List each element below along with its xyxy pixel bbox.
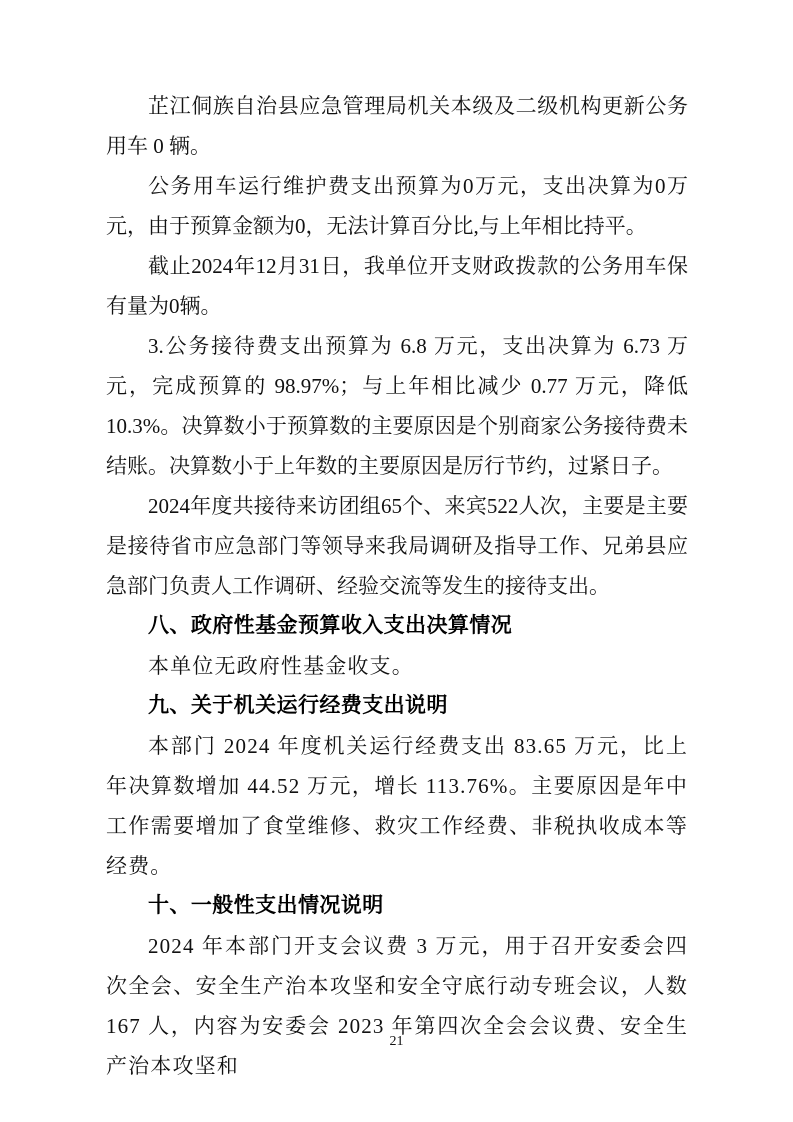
paragraph: 截止2024年12月31日，我单位开支财政拨款的公务用车保有量为0辆。	[106, 254, 688, 318]
document-body	[106, 86, 688, 1086]
paragraph: 本单位无政府性基金收支。	[148, 654, 414, 678]
section-heading: 十、一般性支出情况说明	[148, 894, 384, 917]
paragraph: 本部门 2024 年度机关运行经费支出 83.65 万元，比上年决算数增加 44.52 万元，增长 113.76%。主要原因是年中工作需要增加了食堂维修、救灾工作经费、非税执收成本等经费。	[106, 734, 688, 878]
paragraph: 公务用车运行维护费支出预算为0万元，支出决算为0万元，由于预算金额为0，无法计算百分比,与上年相比持平。	[106, 174, 688, 238]
section-heading: 九、关于机关运行经费支出说明	[148, 694, 448, 717]
page-footer	[0, 1032, 793, 1050]
paragraph: 2024年度共接待来访团组65个、来宾522人次，主要是主要是接待省市应急部门等领导来我局调研及指导工作、兄弟县应急部门负责人工作调研、经验交流等发生的接待支出。	[106, 494, 688, 598]
paragraph: 芷江侗族自治县应急管理局机关本级及二级机构更新公务用车 0 辆。	[106, 94, 688, 158]
page-number: 21	[389, 1034, 404, 1049]
paragraph: 3.公务接待费支出预算为 6.8 万元，支出决算为 6.73 万元，完成预算的 98.97%；与上年相比减少 0.77 万元，降低 10.3%。决算数小于预算数的主要原因是个别商家公务接待费未结账。决算数小于上年数的主要原因是厉行节约，过紧日子。	[106, 334, 688, 478]
paragraph: 2024 年本部门开支会议费 3 万元，用于召开安委会四次全会、安全生产治本攻坚和安全守底行动专班会议，人数 167 人，内容为安委会 2023 年第四次全会会议费、安全生产治本攻坚和	[106, 934, 688, 1078]
section-heading: 八、政府性基金预算收入支出决算情况	[148, 614, 513, 637]
